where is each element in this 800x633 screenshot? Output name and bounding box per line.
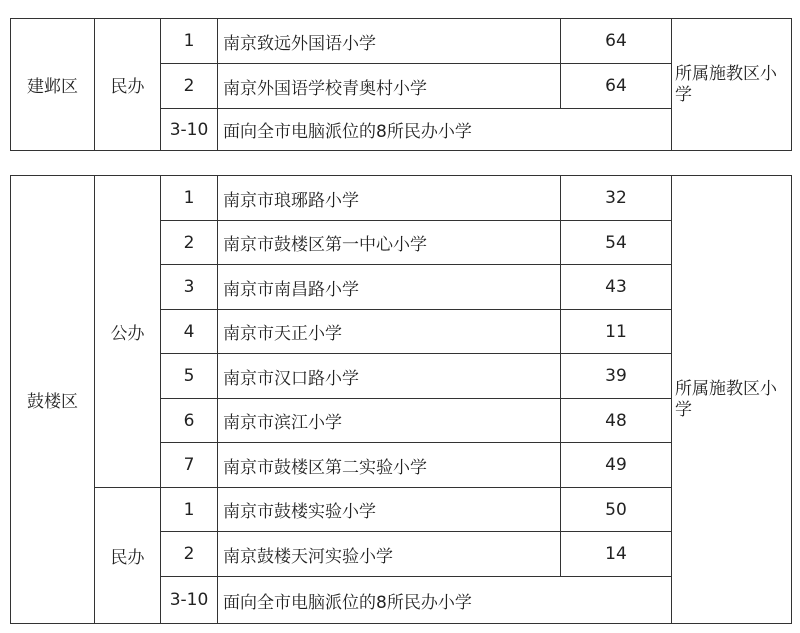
row-number: 2 bbox=[161, 532, 218, 577]
school-name: 南京外国语学校青奥村小学 bbox=[218, 64, 561, 109]
school-name: 南京市鼓楼区第一中心小学 bbox=[218, 221, 561, 265]
school-name: 南京市琅琊路小学 bbox=[218, 176, 561, 221]
enrollment-count: 64 bbox=[561, 64, 672, 109]
school-name: 南京市滨江小学 bbox=[218, 399, 561, 443]
row-number-range: 3-10 bbox=[161, 577, 218, 624]
enrollment-count: 43 bbox=[561, 265, 672, 310]
lottery-note: 面向全市电脑派位的8所民办小学 bbox=[218, 577, 672, 624]
row-number: 1 bbox=[161, 19, 218, 64]
catchment-note: 所属施教区小学 bbox=[672, 19, 792, 151]
school-type-cell: 民办 bbox=[95, 488, 161, 624]
school-name: 南京致远外国语小学 bbox=[218, 19, 561, 64]
school-type-cell: 民办 bbox=[95, 19, 161, 151]
enrollment-count: 64 bbox=[561, 19, 672, 64]
school-name: 南京市天正小学 bbox=[218, 310, 561, 354]
lottery-note: 面向全市电脑派位的8所民办小学 bbox=[218, 109, 672, 151]
row-number: 2 bbox=[161, 64, 218, 109]
row-number-range: 3-10 bbox=[161, 109, 218, 151]
row-number: 5 bbox=[161, 354, 218, 399]
school-name: 南京市鼓楼区第二实验小学 bbox=[218, 443, 561, 488]
school-table-gulou bbox=[10, 175, 792, 624]
row-number: 4 bbox=[161, 310, 218, 354]
row-number: 1 bbox=[161, 488, 218, 532]
enrollment-count: 32 bbox=[561, 176, 672, 221]
district-cell: 建邺区 bbox=[11, 19, 95, 151]
enrollment-count: 50 bbox=[561, 488, 672, 532]
row-number: 7 bbox=[161, 443, 218, 488]
school-name: 南京鼓楼天河实验小学 bbox=[218, 532, 561, 577]
school-name: 南京市南昌路小学 bbox=[218, 265, 561, 310]
enrollment-count: 39 bbox=[561, 354, 672, 399]
school-table-jianye bbox=[10, 18, 792, 151]
enrollment-count: 11 bbox=[561, 310, 672, 354]
row-number: 2 bbox=[161, 221, 218, 265]
catchment-note: 所属施教区小学 bbox=[672, 176, 792, 624]
district-cell: 鼓楼区 bbox=[11, 176, 95, 624]
enrollment-count: 14 bbox=[561, 532, 672, 577]
school-name: 南京市汉口路小学 bbox=[218, 354, 561, 399]
row-number: 3 bbox=[161, 265, 218, 310]
enrollment-count: 49 bbox=[561, 443, 672, 488]
row-number: 6 bbox=[161, 399, 218, 443]
enrollment-count: 54 bbox=[561, 221, 672, 265]
school-type-cell: 公办 bbox=[95, 176, 161, 488]
school-name: 南京市鼓楼实验小学 bbox=[218, 488, 561, 532]
row-number: 1 bbox=[161, 176, 218, 221]
enrollment-count: 48 bbox=[561, 399, 672, 443]
